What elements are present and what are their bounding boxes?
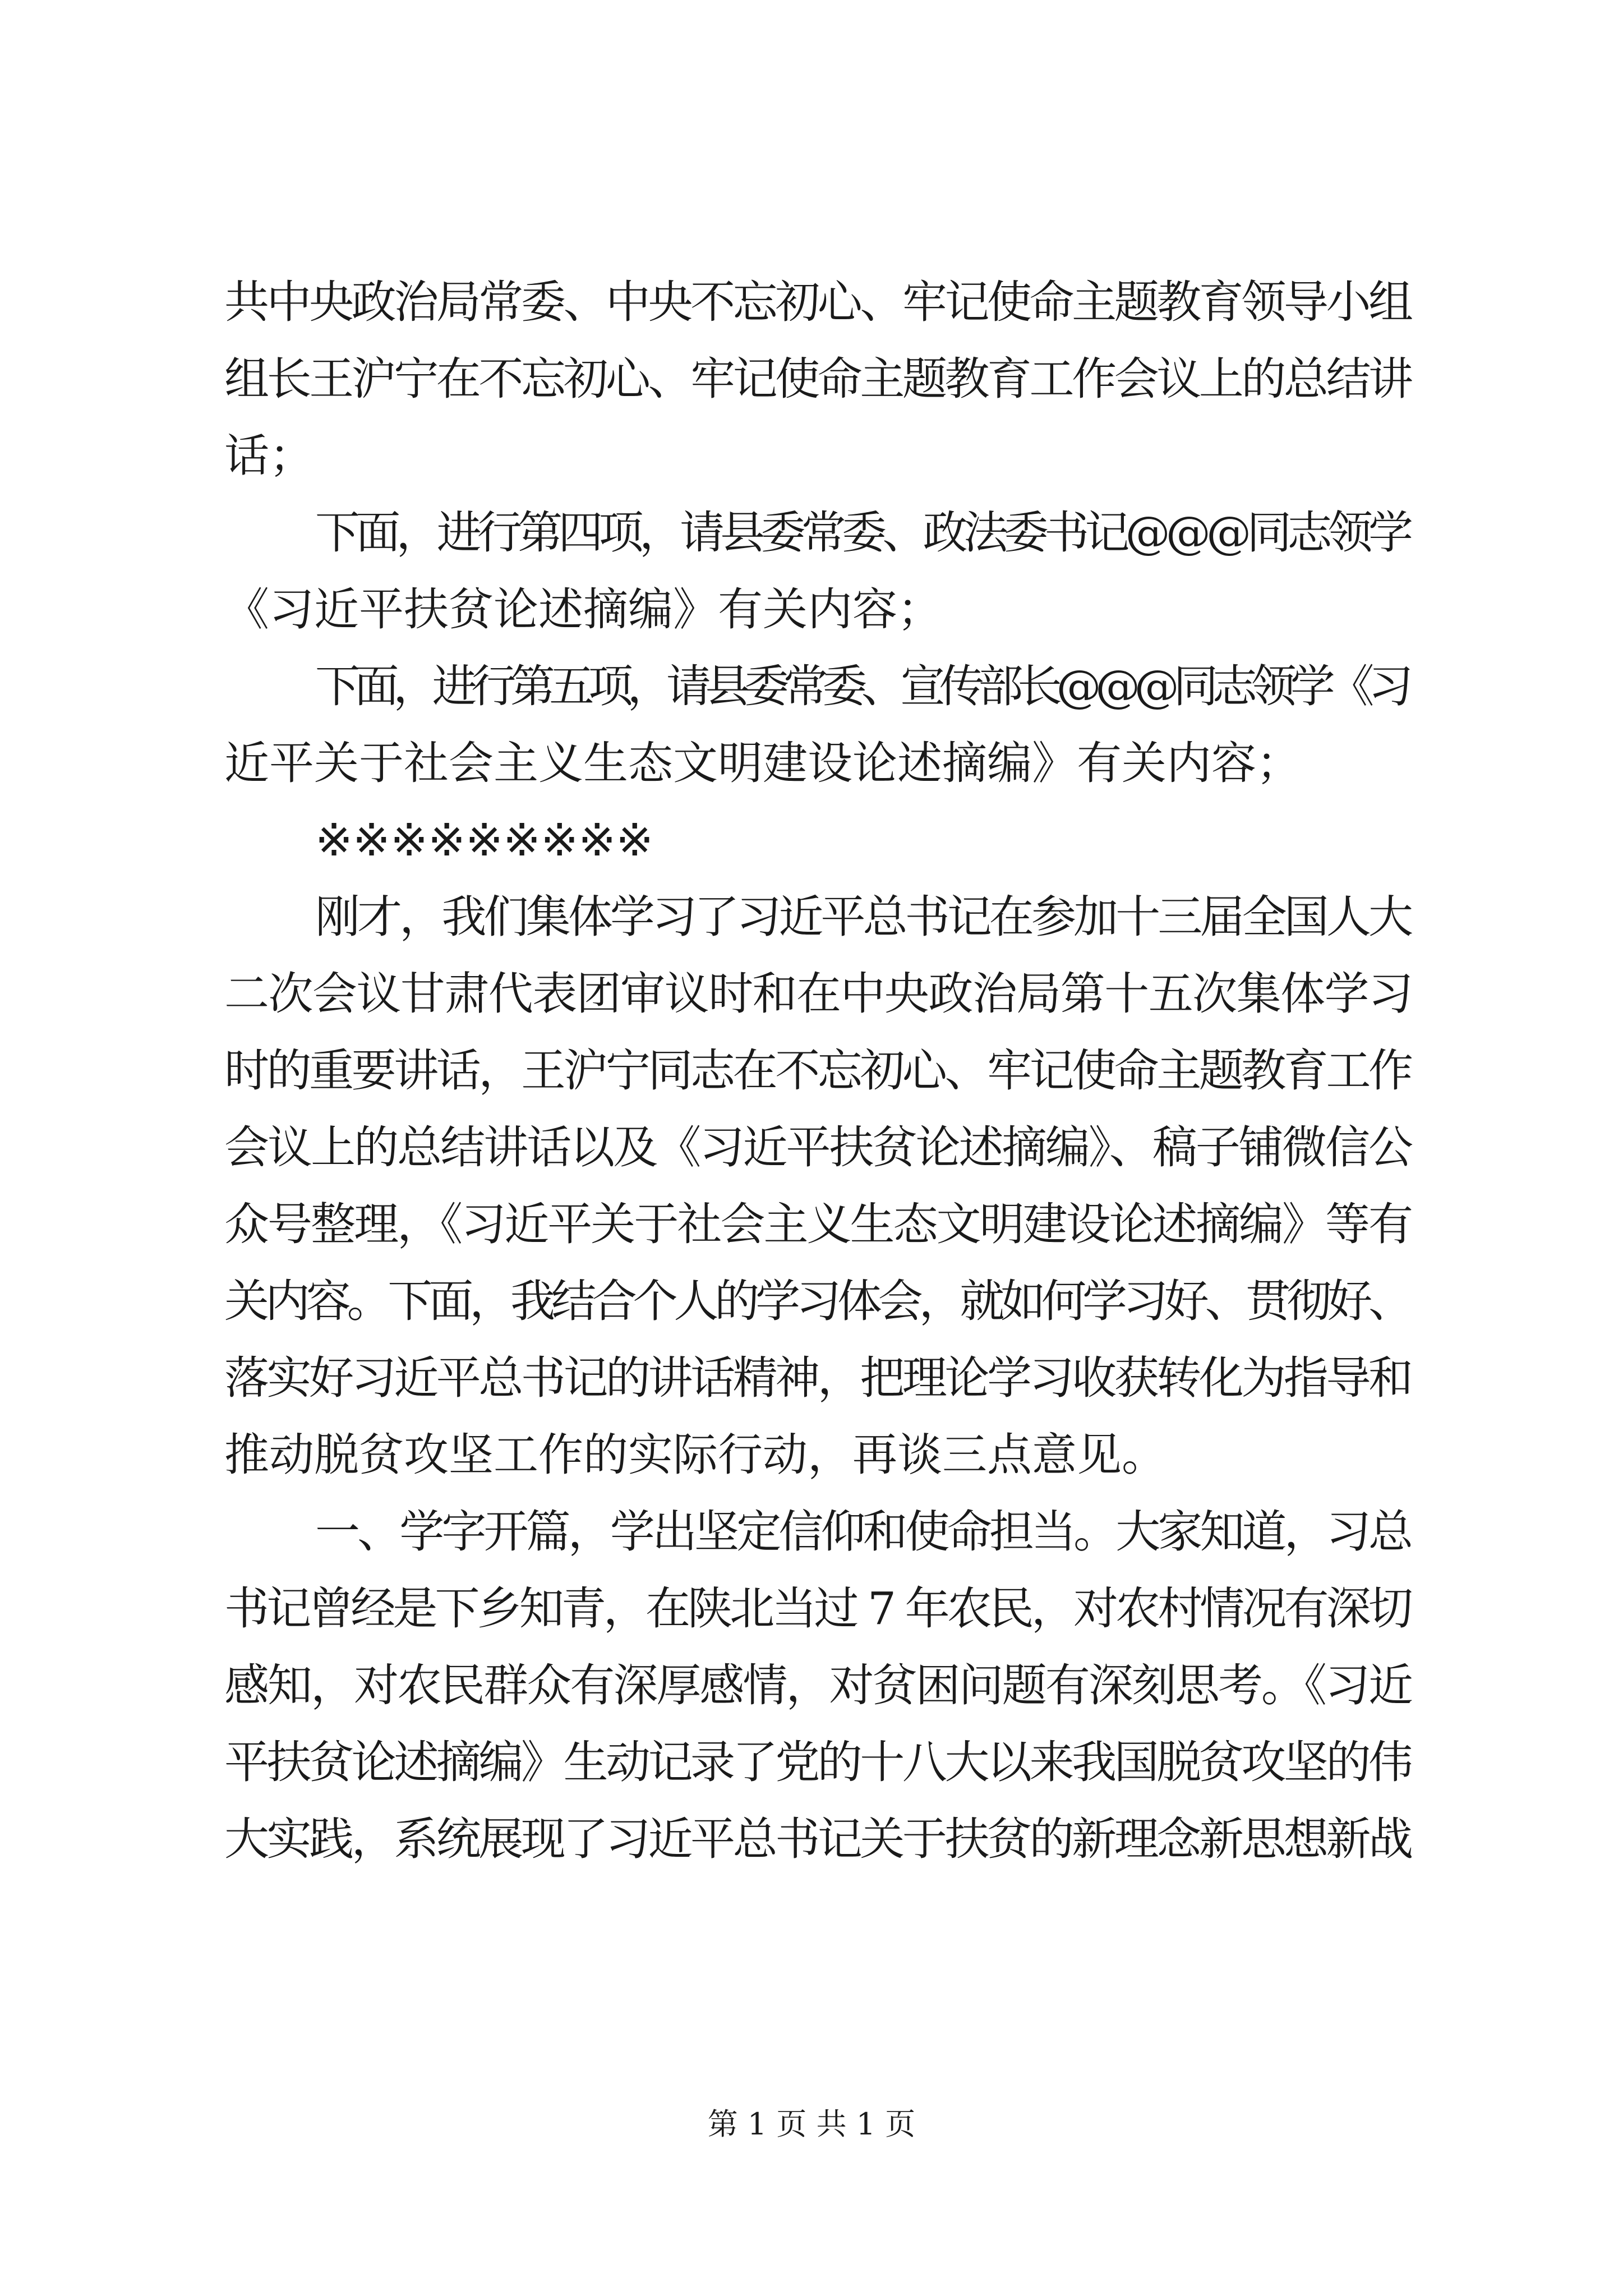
text-line: 书记曾经是下乡知青，在陕北当过 7 年农民，对农村情况有深切 [224,1582,1410,1635]
text-line: 众号整理，《习近平关于社会主义生态文明建设论述摘编》等有 [224,1198,1412,1250]
text-line: 推动脱贫攻坚工作的实际行动，再谈三点意见。 [224,1429,1166,1481]
document-body [224,264,1413,1878]
page-footer: 第 1 页 共 1 页 [707,2106,916,2142]
text-line: 大实践，系统展现了习近平总书记关于扶贫的新理念新思想新战 [224,1813,1411,1865]
text-line: 平扶贫论述摘编》生动记录了党的十八大以来我国脱贫攻坚的伟 [224,1736,1411,1788]
text-line: 关内容。下面，我结合个人的学习体会，就如何学习好、贯彻好、 [224,1275,1409,1327]
text-line: 下面，进行第四项，请县委常委、政法委书记@@@同志领学 [315,507,1409,559]
text-line: 近平关于社会主义生态文明建设论述摘编》有关内容； [224,737,1301,789]
text-line: 共中央政治局常委、中央不忘初心、牢记使命主题教育领导小组 [224,276,1411,328]
text-line: 下面，进行第五项，请县委常委、宣传部长@@@同志领学《习 [315,660,1408,712]
text-line: ※※※※※※※※※ [315,814,654,866]
text-line: 二次会议甘肃代表团审议时和在中央政治局第十五次集体学习 [224,968,1413,1020]
text-line: 时的重要讲话，王沪宁同志在不忘初心、牢记使命主题教育工作 [224,1045,1411,1097]
text-line: 落实好习近平总书记的讲话精神，把理论学习收获转化为指导和 [224,1352,1411,1404]
text-line: 刚才，我们集体学习了习近平总书记在参加十三届全国人大 [315,891,1411,943]
text-line: 组长王沪宁在不忘初心、牢记使命主题教育工作会议上的总结讲 [224,353,1411,405]
text-line: 《习近平扶贫论述摘编》有关内容； [224,583,942,636]
text-line: 一、学字开篇，学出坚定信仰和使命担当。大家知道，习总 [315,1506,1411,1558]
text-line: 话； [224,430,314,482]
text-line: 感知，对农民群众有深厚感情，对贫困问题有深刻思考。《习近 [224,1659,1412,1711]
text-line: 会议上的总结讲话以及《习近平扶贫论述摘编》、稿子铺微信公 [224,1121,1412,1174]
